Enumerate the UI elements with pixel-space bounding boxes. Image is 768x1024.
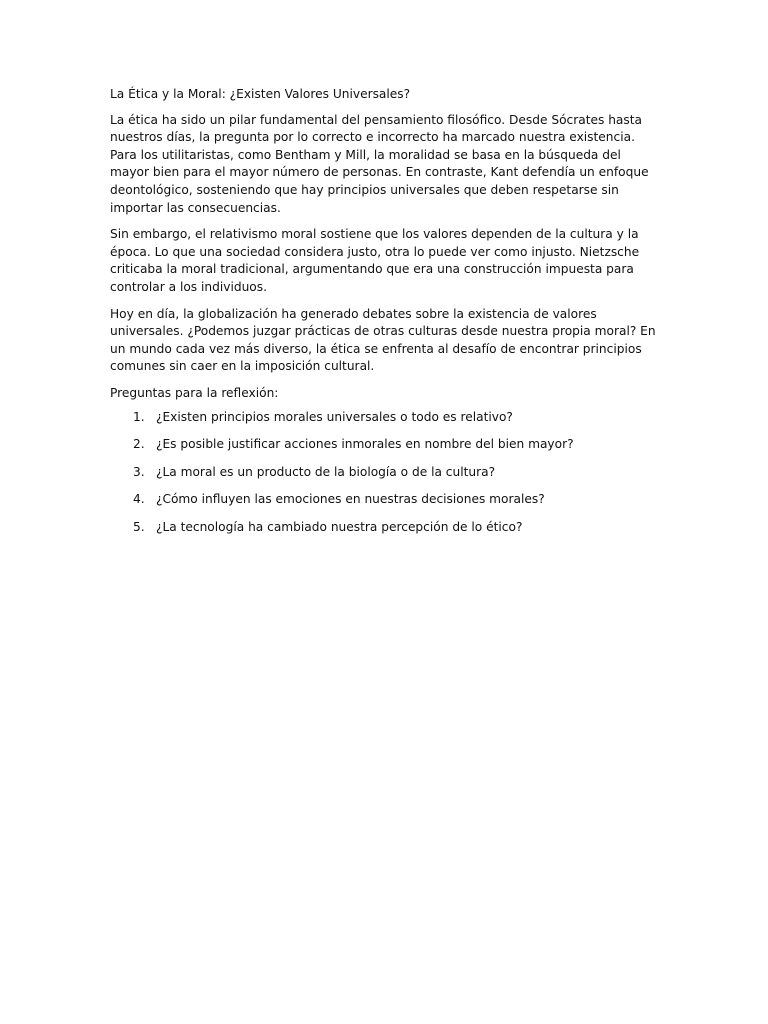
list-item bbox=[110, 519, 660, 537]
list-item-number: 1. bbox=[133, 409, 145, 424]
list-item-number: 5. bbox=[133, 519, 145, 534]
list-item-text: ¿La moral es un producto de la biología o de la cultura? bbox=[156, 464, 496, 479]
list-item-text: ¿Cómo influyen las emociones en nuestras decisiones morales? bbox=[156, 492, 545, 507]
questions-heading: Preguntas para la reflexión: bbox=[110, 385, 279, 400]
document-page bbox=[110, 86, 660, 546]
list-item-text: ¿Es posible justificar acciones inmorales en nombre del bien mayor? bbox=[156, 437, 574, 452]
list-item-text: ¿La tecnología ha cambiado nuestra percepción de lo ético? bbox=[156, 519, 523, 534]
paragraph-relativism: Sin embargo, el relativismo moral sostiene que los valores dependen de la cultura y la época. Lo que una sociedad considera justo, otra lo puede ver como injusto. Nietzsche criticaba la moral tradicional, argumentando que era una construcción impuesta para controlar a los individuos. bbox=[110, 227, 640, 294]
list-item bbox=[110, 436, 660, 454]
list-item-text: ¿Existen principios morales universales o todo es relativo? bbox=[156, 409, 513, 424]
list-item-number: 3. bbox=[133, 464, 145, 479]
list-item bbox=[110, 464, 660, 482]
list-item bbox=[110, 491, 660, 509]
list-item-number: 4. bbox=[133, 492, 145, 507]
list-item bbox=[110, 409, 660, 427]
paragraph-intro: La ética ha sido un pilar fundamental del pensamiento filosófico. Desde Sócrates hasta nuestros días, la pregunta por lo correcto e incorrecto ha marcado nuestra existencia. Para los utilitaristas, como Bentham y Mill, la moralidad se basa en la búsqueda del mayor bien para el mayor número de personas. En contraste, Kant defendía un enfoque deontológico, sosteniendo que hay principios universales que deben respetarse sin importar las consecuencias. bbox=[110, 112, 649, 215]
questions-list bbox=[110, 409, 660, 537]
paragraph-globalization: Hoy en día, la globalización ha generado debates sobre la existencia de valores universales. ¿Podemos juzgar prácticas de otras culturas desde nuestra propia moral? En un mundo cada vez más diverso, la ética se enfrenta al desafío de encontrar principios comunes sin caer en la imposición cultural. bbox=[110, 306, 656, 374]
list-item-number: 2. bbox=[133, 437, 145, 452]
document-title: La Ética y la Moral: ¿Existen Valores Universales? bbox=[110, 87, 411, 101]
